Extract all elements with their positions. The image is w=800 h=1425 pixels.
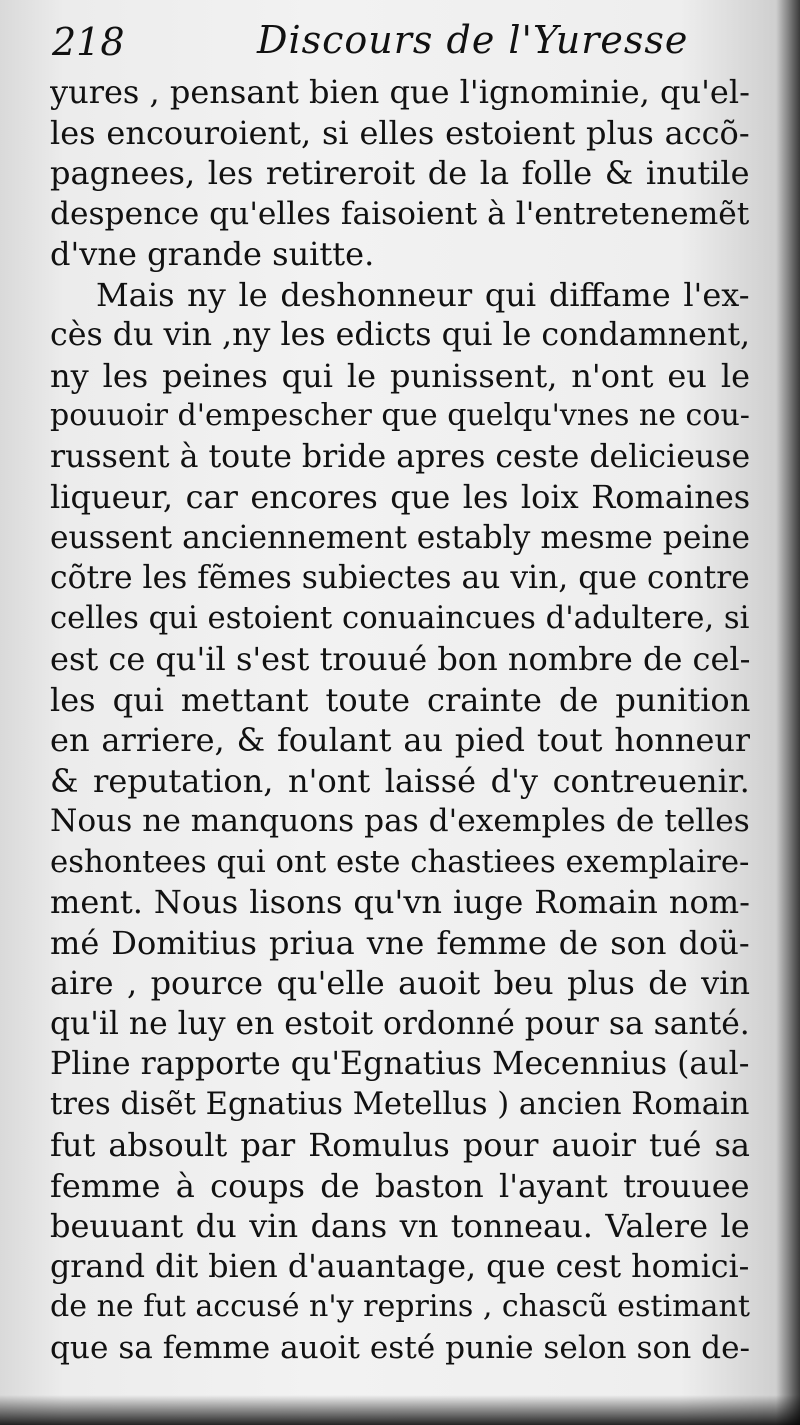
text-line: fut absoult par Romulus pour auoir tué sa [50, 1126, 750, 1164]
text-line: russent à toute bride apres ceste delicieuse [50, 438, 750, 475]
text-line: tres disẽt Egnatius Metellus ) ancien Romain [50, 1086, 750, 1122]
text-line: ment. Nous lisons qu'vn iuge Romain nom- [50, 883, 750, 921]
text-line: Pline rapporte qu'Egnatius Mecennius (aul- [50, 1046, 750, 1082]
text-line: pagnees, les retireroit de la folle & inutile [50, 154, 750, 192]
text-line: les encouroient, si elles estoient plus accõ- [50, 113, 750, 152]
text-line: d'vne grande suitte. [50, 235, 375, 273]
text-line: celles qui estoient conuaincues d'adultere, si [50, 600, 750, 636]
text-line: est ce qu'il s'est trouué bon nombre de cel- [50, 640, 750, 678]
page-number: 218 [52, 20, 125, 64]
text-line: femme à coups de baston l'ayant trouuee [50, 1166, 750, 1205]
body-text [50, 72, 750, 1368]
text-line: mé Domitius priua vne femme de son doü- [50, 923, 750, 962]
page-header [52, 14, 752, 70]
text-line: & reputation, n'ont laissé d'y contreuenir. [50, 761, 750, 800]
text-line: aire , pource qu'elle auoit beu plus de vin [50, 964, 750, 1002]
text-line: despence qu'elles faisoient à l'entretenemẽt [50, 195, 750, 232]
text-line: Mais ny le deshonneur qui diffame l'ex- [96, 275, 750, 314]
text-line: qu'il ne luy en estoit ordonné pour sa santé. [50, 1005, 750, 1042]
text-line: grand dit bien d'auantage, que cest homici- [50, 1248, 750, 1285]
text-line: liqueur, car encores que les loix Romaines [50, 478, 750, 516]
text-line: en arriere, & foulant au pied tout honneur [50, 721, 750, 759]
text-line: cõtre les fẽmes subiectes au vin, que contre [50, 560, 750, 596]
text-line: Nous ne manquons pas d'exemples de telles [50, 803, 750, 839]
running-title: Discours de l'Yuresse [257, 18, 689, 62]
text-line: que sa femme auoit esté punie selon son de- [50, 1329, 750, 1366]
text-line: ny les peines qui le punissent, n'ont eu le [50, 356, 750, 395]
text-line: eussent anciennement estably mesme peine [50, 519, 750, 556]
text-line: eshontees qui ont este chastiees exemplaire- [50, 843, 750, 880]
text-line: beuuant du vin dans vn tonneau. Valere le [50, 1207, 750, 1245]
text-line: yures , pensant bien que l'ignominie, qu'el- [50, 73, 750, 111]
text-line: de ne fut accusé n'y reprins , chascũ estimant [50, 1289, 750, 1324]
text-line: les qui mettant toute crainte de punition [50, 680, 750, 719]
text-line: pouuoir d'empescher que quelqu'vnes ne cou- [50, 398, 750, 433]
text-line: cès du vin ,ny les edicts qui le condamnent, [50, 317, 750, 353]
